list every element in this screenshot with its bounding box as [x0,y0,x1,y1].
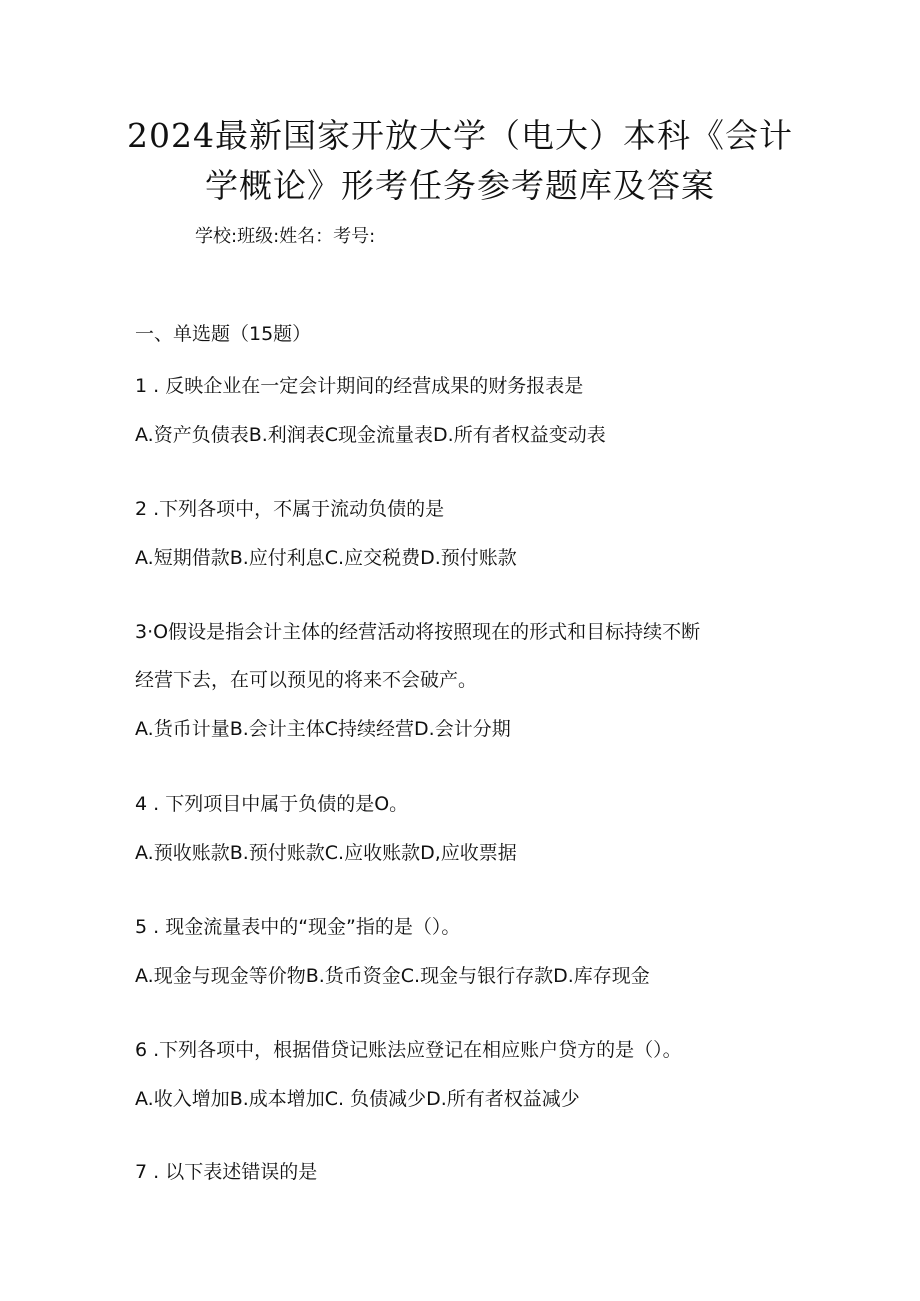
question-6-stem: 6 .下列各项中，根据借贷记账法应登记在相应账户贷方的是（）。 [135,1039,682,1061]
section-heading: 一、单选题（15题） [135,323,312,345]
question-1-options: A.资产负债表B.利润表C现金流量表D.所有者权益变动表 [135,424,606,446]
question-5-options: A.现金与现金等价物B.货币资金C.现金与银行存款D.库存现金 [135,965,650,987]
question-3-stem: 3·O假设是指会计主体的经营活动将按照现在的形式和目标持续不断 [135,621,701,643]
question-5-stem: 5 . 现金流量表中的“现金”指的是（）。 [135,916,461,938]
question-1-stem: 1 . 反映企业在一定会计期间的经营成果的财务报表是 [135,375,584,397]
question-4-stem: 4 . 下列项目中属于负债的是O。 [135,793,409,815]
document-title-line-2: 学概论》形考任务参考题库及答案 [205,166,715,205]
question-7-stem: 7 . 以下表述错误的是 [135,1161,318,1183]
question-3-stem-continued: 经营下去，在可以预见的将来不会破产。 [135,669,478,691]
question-2-stem: 2 .下列各项中，不属于流动负债的是 [135,498,445,520]
question-4-options: A.预收账款B.预付账款C.应收账款D,应收票据 [135,842,517,864]
question-2-options: A.短期借款B.应付利息C.应交税费D.预付账款 [135,547,517,569]
question-3-options: A.货币计量B.会计主体C持续经营D.会计分期 [135,718,511,740]
student-info-line: 学校:班级:姓名：考号: [195,226,376,247]
document-title-line-1: 2024最新国家开放大学（电大）本科《会计 [127,116,793,155]
question-6-options: A.收入增加B.成本增加C. 负债减少D.所有者权益减少 [135,1088,580,1110]
